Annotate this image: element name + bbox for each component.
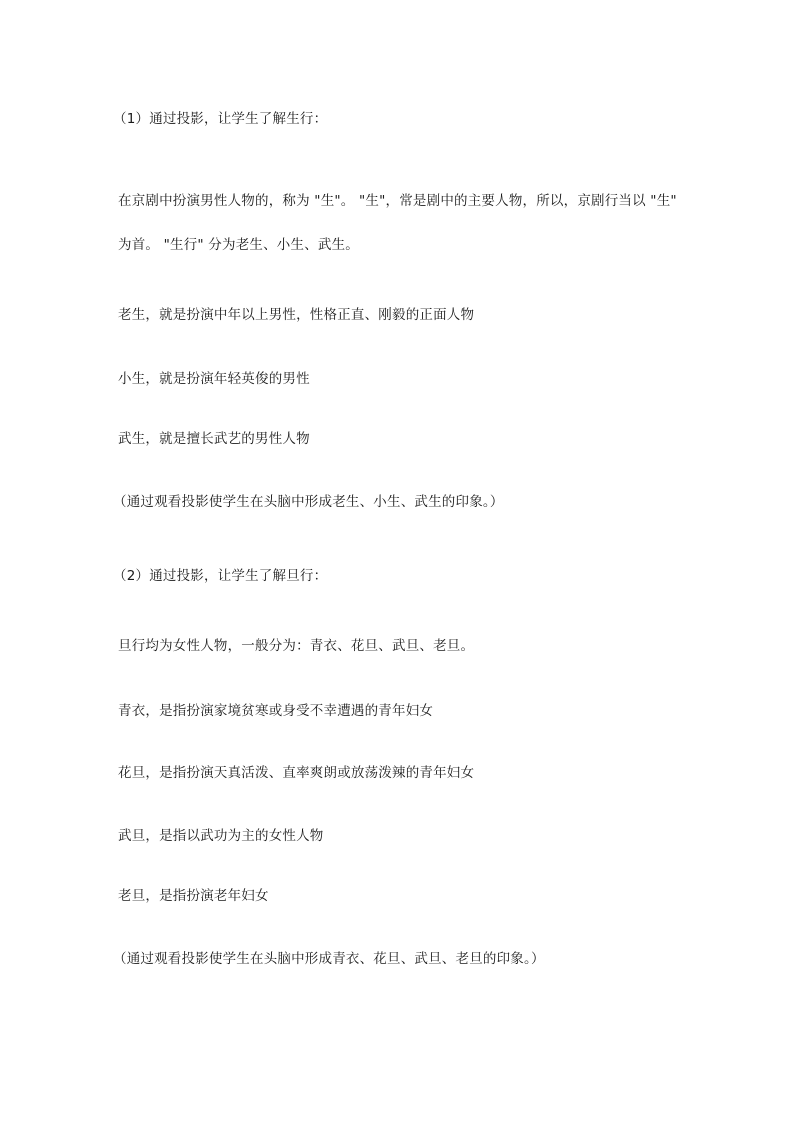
section1-note: （通过观看投影使学生在头脑中形成老生、小生、武生的印象。） [113, 494, 504, 510]
section1-intro-line2: 为首。 "生行" 分为老生、小生、武生。 [118, 237, 360, 253]
section2-item-laodan: 老旦，是指扮演老年妇女 [118, 888, 269, 904]
section2-intro: 旦行均为女性人物，一般分为：青衣、花旦、武旦、老旦。 [118, 638, 475, 654]
section2-heading: （2）通过投影，让学生了解旦行： [113, 568, 328, 584]
section2-item-huadan: 花旦，是指扮演天真活泼、直率爽朗或放荡泼辣的青年妇女 [118, 765, 475, 781]
section1-item-wusheng: 武生，就是擅长武艺的男性人物 [118, 431, 310, 447]
section1-intro-line1: 在京剧中扮演男性人物的，称为 "生"。 "生"，常是剧中的主要人物，所以，京剧行当以 "生" [118, 193, 677, 209]
section2-note: （通过观看投影使学生在头脑中形成青衣、花旦、武旦、老旦的印象。） [113, 951, 545, 967]
section1-heading: （1）通过投影，让学生了解生行： [113, 111, 328, 127]
section2-item-wudan: 武旦，是指以武功为主的女性人物 [118, 828, 324, 844]
section2-item-qingyi: 青衣，是指扮演家境贫寒或身受不幸遭遇的青年妇女 [118, 703, 434, 719]
section1-item-laosheng: 老生，就是扮演中年以上男性，性格正直、刚毅的正面人物 [118, 307, 475, 323]
section1-item-xiaosheng: 小生，就是扮演年轻英俊的男性 [118, 371, 310, 387]
